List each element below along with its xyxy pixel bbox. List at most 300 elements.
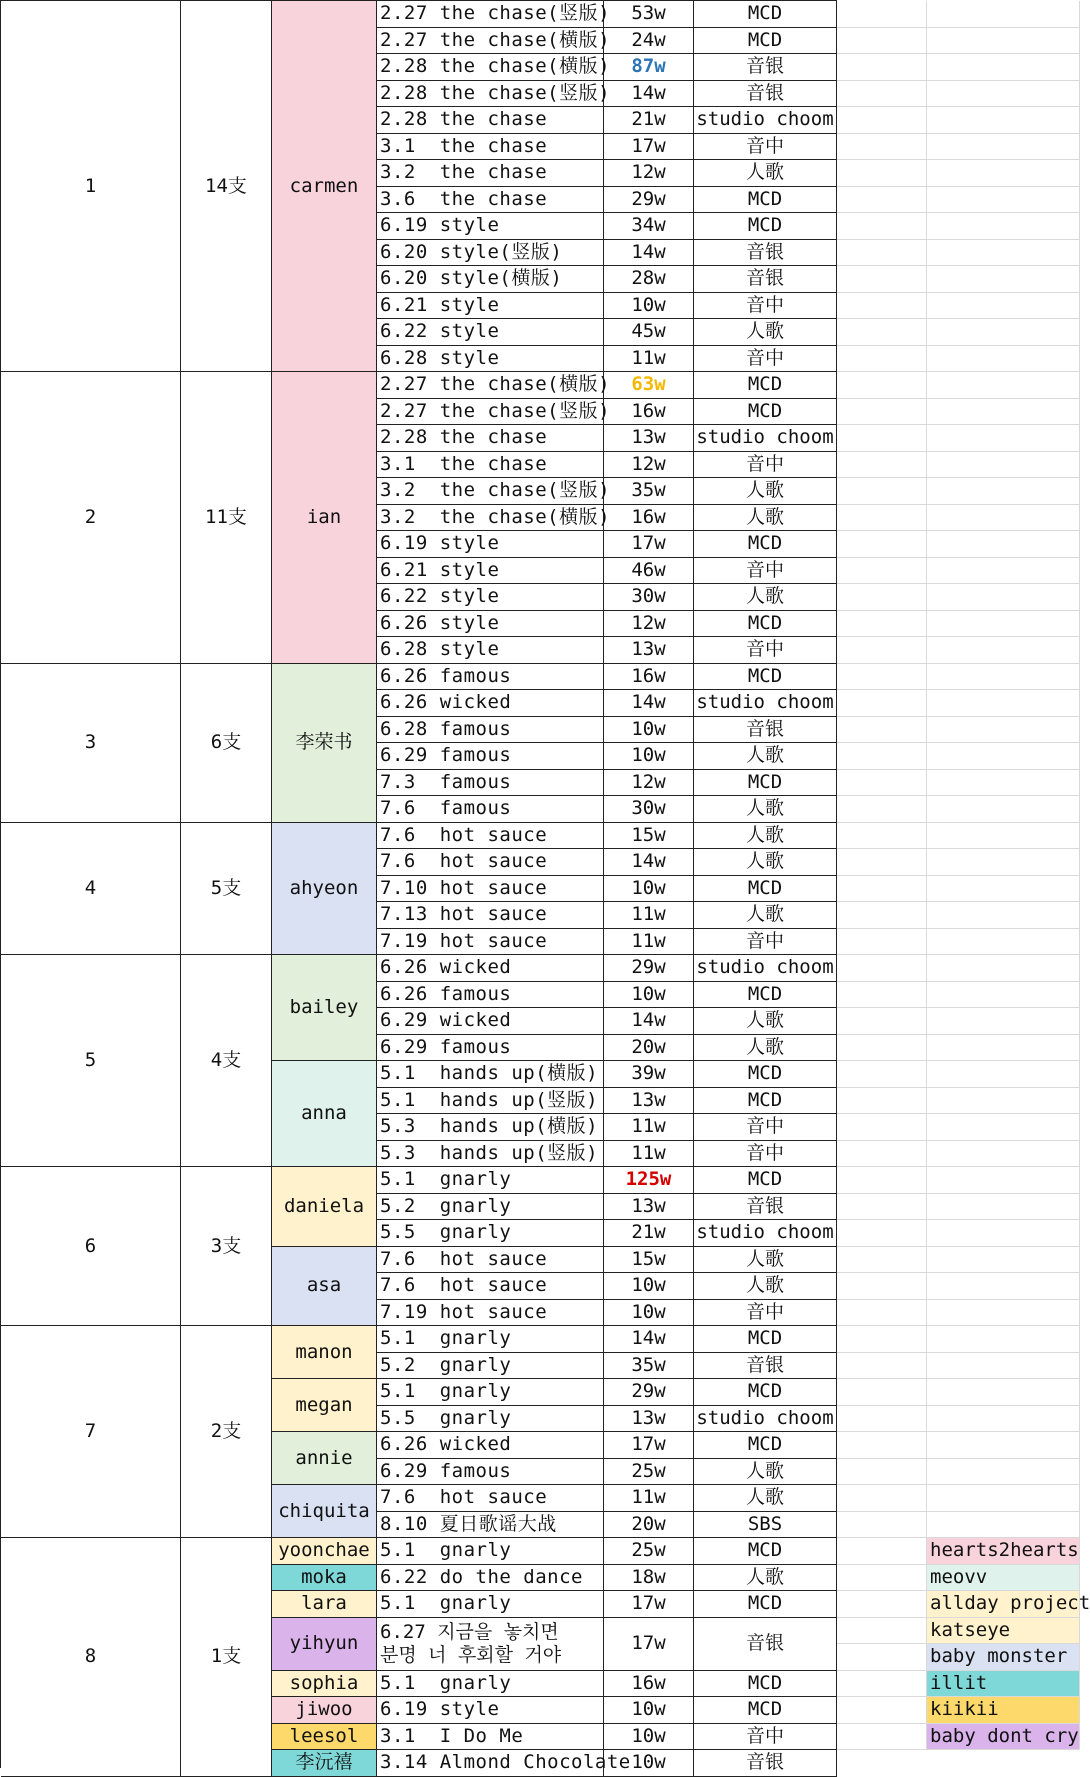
member-name[interactable]: 李沅禧: [272, 1750, 377, 1777]
entry-show[interactable]: studio choom: [694, 955, 837, 982]
empty-cell[interactable]: [837, 240, 927, 267]
empty-cell[interactable]: [927, 1088, 1080, 1115]
member-name[interactable]: anna: [272, 1061, 377, 1167]
count-cell[interactable]: 4支: [181, 955, 272, 1167]
entry-title[interactable]: 6.21 style: [377, 558, 604, 585]
empty-cell[interactable]: [837, 1432, 927, 1459]
entry-title[interactable]: 5.1 gnarly: [377, 1326, 604, 1353]
entry-show[interactable]: 音中: [694, 346, 837, 373]
entry-title[interactable]: 7.3 famous: [377, 770, 604, 797]
empty-cell[interactable]: [927, 558, 1080, 585]
entry-title[interactable]: 7.6 hot sauce: [377, 1273, 604, 1300]
empty-cell[interactable]: [837, 319, 927, 346]
entry-show[interactable]: 音中: [694, 293, 837, 320]
entry-show[interactable]: 音中: [694, 1114, 837, 1141]
entry-views[interactable]: 29w: [604, 955, 694, 982]
empty-cell[interactable]: [837, 452, 927, 479]
entry-show[interactable]: MCD: [694, 372, 837, 399]
entry-show[interactable]: 人歌: [694, 902, 837, 929]
empty-cell[interactable]: [837, 770, 927, 797]
entry-show[interactable]: 人歌: [694, 160, 837, 187]
member-name[interactable]: daniela: [272, 1167, 377, 1247]
entry-views[interactable]: 10w: [604, 1697, 694, 1724]
empty-cell[interactable]: [927, 902, 1080, 929]
entry-title[interactable]: 3.2 the chase(竖版): [377, 478, 604, 505]
member-name[interactable]: leesol: [272, 1724, 377, 1751]
entry-views[interactable]: 11w: [604, 346, 694, 373]
entry-show[interactable]: 人歌: [694, 823, 837, 850]
entry-show[interactable]: 音银: [694, 1194, 837, 1221]
entry-title[interactable]: 6.28 style: [377, 346, 604, 373]
entry-views[interactable]: 30w: [604, 584, 694, 611]
empty-cell[interactable]: [837, 1406, 927, 1433]
empty-cell[interactable]: [927, 1379, 1080, 1406]
entry-views[interactable]: 63w: [604, 372, 694, 399]
empty-cell[interactable]: [837, 1, 927, 28]
entry-title[interactable]: 6.22 style: [377, 319, 604, 346]
entry-title[interactable]: 6.29 famous: [377, 1035, 604, 1062]
entry-views[interactable]: 16w: [604, 505, 694, 532]
empty-cell[interactable]: [927, 425, 1080, 452]
empty-cell[interactable]: [837, 1247, 927, 1274]
empty-cell[interactable]: [837, 1724, 927, 1751]
entry-title[interactable]: 5.1 gnarly: [377, 1671, 604, 1698]
empty-cell[interactable]: [927, 1485, 1080, 1512]
entry-title[interactable]: 6.26 wicked: [377, 955, 604, 982]
entry-views[interactable]: 16w: [604, 664, 694, 691]
member-name[interactable]: 李荣书: [272, 664, 377, 823]
entry-title[interactable]: 5.1 hands up(横版): [377, 1061, 604, 1088]
rank-cell[interactable]: 7: [1, 1326, 181, 1538]
empty-cell[interactable]: [927, 1273, 1080, 1300]
empty-cell[interactable]: [927, 1008, 1080, 1035]
empty-cell[interactable]: [837, 1671, 927, 1698]
member-name[interactable]: chiquita: [272, 1485, 377, 1538]
entry-views[interactable]: 34w: [604, 213, 694, 240]
empty-cell[interactable]: [837, 1220, 927, 1247]
legend-item[interactable]: meovv: [927, 1565, 1080, 1592]
empty-cell[interactable]: [837, 478, 927, 505]
count-cell[interactable]: 1支: [181, 1538, 272, 1777]
entry-views[interactable]: 10w: [604, 293, 694, 320]
entry-show[interactable]: MCD: [694, 1, 837, 28]
empty-cell[interactable]: [927, 955, 1080, 982]
entry-show[interactable]: MCD: [694, 28, 837, 55]
entry-title[interactable]: 7.6 famous: [377, 796, 604, 823]
empty-cell[interactable]: [927, 1353, 1080, 1380]
member-name[interactable]: ahyeon: [272, 823, 377, 956]
entry-show[interactable]: MCD: [694, 770, 837, 797]
empty-cell[interactable]: [837, 1273, 927, 1300]
entry-title[interactable]: 5.3 hands up(横版): [377, 1114, 604, 1141]
entry-views[interactable]: 13w: [604, 637, 694, 664]
entry-show[interactable]: MCD: [694, 531, 837, 558]
empty-cell[interactable]: [837, 1300, 927, 1327]
entry-views[interactable]: 11w: [604, 1141, 694, 1168]
entry-title[interactable]: 5.2 gnarly: [377, 1353, 604, 1380]
legend-item[interactable]: illit: [927, 1671, 1080, 1698]
member-name[interactable]: jiwoo: [272, 1697, 377, 1724]
entry-views[interactable]: 18w: [604, 1565, 694, 1592]
entry-views[interactable]: 87w: [604, 54, 694, 81]
member-name[interactable]: megan: [272, 1379, 377, 1432]
member-name[interactable]: carmen: [272, 1, 377, 372]
entry-show[interactable]: 人歌: [694, 743, 837, 770]
empty-cell[interactable]: [927, 637, 1080, 664]
entry-views[interactable]: 10w: [604, 1724, 694, 1751]
entry-show[interactable]: 人歌: [694, 1273, 837, 1300]
empty-cell[interactable]: [927, 1114, 1080, 1141]
count-cell[interactable]: 5支: [181, 823, 272, 956]
empty-cell[interactable]: [927, 743, 1080, 770]
empty-cell[interactable]: [927, 1432, 1080, 1459]
entry-title[interactable]: 5.2 gnarly: [377, 1194, 604, 1221]
entry-views[interactable]: 12w: [604, 770, 694, 797]
empty-cell[interactable]: [837, 1088, 927, 1115]
entry-views[interactable]: 11w: [604, 929, 694, 956]
entry-show[interactable]: MCD: [694, 876, 837, 903]
entry-title[interactable]: 2.27 the chase(竖版): [377, 1, 604, 28]
entry-views[interactable]: 45w: [604, 319, 694, 346]
count-cell[interactable]: 14支: [181, 1, 272, 372]
empty-cell[interactable]: [837, 1141, 927, 1168]
member-name[interactable]: yoonchae: [272, 1538, 377, 1565]
member-name[interactable]: moka: [272, 1565, 377, 1592]
entry-views[interactable]: 10w: [604, 1300, 694, 1327]
empty-cell[interactable]: [927, 1459, 1080, 1486]
entry-views[interactable]: 17w: [604, 134, 694, 161]
empty-cell[interactable]: [837, 266, 927, 293]
empty-cell[interactable]: [837, 505, 927, 532]
empty-cell[interactable]: [927, 28, 1080, 55]
entry-views[interactable]: 21w: [604, 107, 694, 134]
empty-cell[interactable]: [837, 54, 927, 81]
empty-cell[interactable]: [837, 187, 927, 214]
empty-cell[interactable]: [837, 823, 927, 850]
entry-show[interactable]: MCD: [694, 1671, 837, 1698]
empty-cell[interactable]: [837, 717, 927, 744]
entry-title[interactable]: 7.10 hot sauce: [377, 876, 604, 903]
entry-show[interactable]: MCD: [694, 1538, 837, 1565]
empty-cell[interactable]: [927, 266, 1080, 293]
empty-cell[interactable]: [837, 1459, 927, 1486]
empty-cell[interactable]: [837, 1008, 927, 1035]
entry-show[interactable]: MCD: [694, 213, 837, 240]
entry-views[interactable]: 11w: [604, 1485, 694, 1512]
entry-views[interactable]: 13w: [604, 425, 694, 452]
empty-cell[interactable]: [927, 478, 1080, 505]
empty-cell[interactable]: [927, 1300, 1080, 1327]
entry-title[interactable]: 6.21 style: [377, 293, 604, 320]
entry-title[interactable]: 6.26 style: [377, 611, 604, 638]
empty-cell[interactable]: [837, 1326, 927, 1353]
entry-title[interactable]: 5.1 hands up(竖版): [377, 1088, 604, 1115]
entry-title[interactable]: 3.1 the chase: [377, 452, 604, 479]
legend-item[interactable]: baby dont cry: [927, 1724, 1080, 1751]
empty-cell[interactable]: [837, 1644, 927, 1671]
entry-title[interactable]: 6.26 famous: [377, 664, 604, 691]
entry-views[interactable]: 13w: [604, 1406, 694, 1433]
entry-show[interactable]: 音银: [694, 240, 837, 267]
empty-cell[interactable]: [837, 1591, 927, 1618]
entry-show[interactable]: 音银: [694, 1618, 837, 1671]
empty-cell[interactable]: [927, 796, 1080, 823]
entry-views[interactable]: 24w: [604, 28, 694, 55]
empty-cell[interactable]: [837, 1353, 927, 1380]
entry-views[interactable]: 35w: [604, 478, 694, 505]
entry-title[interactable]: 5.5 gnarly: [377, 1406, 604, 1433]
empty-cell[interactable]: [927, 1406, 1080, 1433]
empty-cell[interactable]: [927, 54, 1080, 81]
entry-show[interactable]: 人歌: [694, 1035, 837, 1062]
entry-title[interactable]: 5.3 hands up(竖版): [377, 1141, 604, 1168]
count-cell[interactable]: 2支: [181, 1326, 272, 1538]
member-name[interactable]: bailey: [272, 955, 377, 1061]
entry-title[interactable]: 5.1 gnarly: [377, 1591, 604, 1618]
entry-views[interactable]: 21w: [604, 1220, 694, 1247]
empty-cell[interactable]: [837, 346, 927, 373]
entry-views[interactable]: 12w: [604, 611, 694, 638]
empty-cell[interactable]: [837, 664, 927, 691]
legend-item[interactable]: kiikii: [927, 1697, 1080, 1724]
entry-title[interactable]: 6.19 style: [377, 1697, 604, 1724]
entry-title[interactable]: 6.29 famous: [377, 1459, 604, 1486]
entry-views[interactable]: 17w: [604, 1591, 694, 1618]
empty-cell[interactable]: [837, 399, 927, 426]
entry-title[interactable]: 2.28 the chase: [377, 425, 604, 452]
entry-show[interactable]: 人歌: [694, 505, 837, 532]
count-cell[interactable]: 3支: [181, 1167, 272, 1326]
empty-cell[interactable]: [837, 372, 927, 399]
entry-title[interactable]: 6.19 style: [377, 531, 604, 558]
entry-title[interactable]: 7.6 hot sauce: [377, 1247, 604, 1274]
entry-title[interactable]: 6.19 style: [377, 213, 604, 240]
entry-views[interactable]: 14w: [604, 849, 694, 876]
entry-title[interactable]: 6.28 style: [377, 637, 604, 664]
count-cell[interactable]: 11支: [181, 372, 272, 664]
entry-title[interactable]: 5.1 gnarly: [377, 1379, 604, 1406]
empty-cell[interactable]: [837, 690, 927, 717]
entry-views[interactable]: 39w: [604, 1061, 694, 1088]
member-name[interactable]: manon: [272, 1326, 377, 1379]
entry-title[interactable]: 6.20 style(横版): [377, 266, 604, 293]
entry-title[interactable]: 3.1 the chase: [377, 134, 604, 161]
entry-views[interactable]: 15w: [604, 823, 694, 850]
empty-cell[interactable]: [927, 584, 1080, 611]
entry-views[interactable]: 20w: [604, 1512, 694, 1539]
entry-show[interactable]: studio choom: [694, 1220, 837, 1247]
entry-title[interactable]: 7.19 hot sauce: [377, 929, 604, 956]
entry-title[interactable]: [377, 1618, 604, 1671]
entry-views[interactable]: 12w: [604, 160, 694, 187]
empty-cell[interactable]: [927, 1167, 1080, 1194]
empty-cell[interactable]: [927, 1141, 1080, 1168]
entry-title[interactable]: 7.6 hot sauce: [377, 823, 604, 850]
legend-item[interactable]: allday project: [927, 1591, 1080, 1618]
empty-cell[interactable]: [927, 1247, 1080, 1274]
entry-title[interactable]: 3.2 the chase(横版): [377, 505, 604, 532]
entry-show[interactable]: 人歌: [694, 1485, 837, 1512]
empty-cell[interactable]: [837, 213, 927, 240]
empty-cell[interactable]: [837, 955, 927, 982]
member-name[interactable]: yihyun: [272, 1618, 377, 1671]
rank-cell[interactable]: 1: [1, 1, 181, 372]
entry-show[interactable]: 音银: [694, 1353, 837, 1380]
entry-views[interactable]: 25w: [604, 1538, 694, 1565]
entry-views[interactable]: 17w: [604, 1618, 694, 1671]
entry-show[interactable]: 音中: [694, 1300, 837, 1327]
empty-cell[interactable]: [837, 1114, 927, 1141]
empty-cell[interactable]: [927, 372, 1080, 399]
empty-cell[interactable]: [837, 876, 927, 903]
entry-show[interactable]: MCD: [694, 611, 837, 638]
entry-title[interactable]: 6.29 wicked: [377, 1008, 604, 1035]
empty-cell[interactable]: [837, 1618, 927, 1645]
empty-cell[interactable]: [837, 107, 927, 134]
entry-title[interactable]: 6.22 style: [377, 584, 604, 611]
member-name[interactable]: annie: [272, 1432, 377, 1485]
member-name[interactable]: ian: [272, 372, 377, 664]
rank-cell[interactable]: 6: [1, 1167, 181, 1326]
entry-show[interactable]: 音中: [694, 1724, 837, 1751]
empty-cell[interactable]: [927, 319, 1080, 346]
empty-cell[interactable]: [927, 849, 1080, 876]
empty-cell[interactable]: [837, 849, 927, 876]
entry-show[interactable]: 人歌: [694, 584, 837, 611]
empty-cell[interactable]: [837, 611, 927, 638]
legend-item[interactable]: hearts2hearts: [927, 1538, 1080, 1565]
entry-title[interactable]: 6.20 style(竖版): [377, 240, 604, 267]
rank-cell[interactable]: 2: [1, 372, 181, 664]
entry-title[interactable]: 2.27 the chase(横版): [377, 28, 604, 55]
entry-show[interactable]: 音银: [694, 717, 837, 744]
entry-views[interactable]: 17w: [604, 531, 694, 558]
empty-cell[interactable]: [927, 823, 1080, 850]
empty-cell[interactable]: [837, 558, 927, 585]
empty-cell[interactable]: [927, 929, 1080, 956]
empty-cell[interactable]: [927, 81, 1080, 108]
empty-cell[interactable]: [927, 664, 1080, 691]
entry-title[interactable]: 6.26 famous: [377, 982, 604, 1009]
empty-cell[interactable]: [927, 1512, 1080, 1539]
entry-show[interactable]: 人歌: [694, 1459, 837, 1486]
entry-show[interactable]: MCD: [694, 1379, 837, 1406]
entry-show[interactable]: 人歌: [694, 478, 837, 505]
entry-title[interactable]: 6.26 wicked: [377, 1432, 604, 1459]
empty-cell[interactable]: [927, 531, 1080, 558]
rank-cell[interactable]: 8: [1, 1538, 181, 1777]
legend-item[interactable]: katseye: [927, 1618, 1080, 1645]
empty-cell[interactable]: [927, 1326, 1080, 1353]
entry-show[interactable]: MCD: [694, 1697, 837, 1724]
entry-views[interactable]: 125w: [604, 1167, 694, 1194]
entry-show[interactable]: 人歌: [694, 1565, 837, 1592]
entry-show[interactable]: 音银: [694, 266, 837, 293]
entry-views[interactable]: 16w: [604, 399, 694, 426]
empty-cell[interactable]: [837, 425, 927, 452]
empty-cell[interactable]: [927, 293, 1080, 320]
entry-title[interactable]: 6.22 do the dance: [377, 1565, 604, 1592]
entry-show[interactable]: studio choom: [694, 107, 837, 134]
entry-show[interactable]: 音中: [694, 452, 837, 479]
entry-show[interactable]: MCD: [694, 664, 837, 691]
empty-cell[interactable]: [927, 213, 1080, 240]
entry-views[interactable]: 14w: [604, 1326, 694, 1353]
empty-cell[interactable]: [927, 690, 1080, 717]
empty-cell[interactable]: [837, 1035, 927, 1062]
entry-title[interactable]: 3.1 I Do Me: [377, 1724, 604, 1751]
entry-title[interactable]: 5.1 gnarly: [377, 1538, 604, 1565]
empty-cell[interactable]: [837, 1194, 927, 1221]
empty-cell[interactable]: [837, 796, 927, 823]
empty-cell[interactable]: [837, 1565, 927, 1592]
entry-show[interactable]: 音中: [694, 558, 837, 585]
entry-views[interactable]: 10w: [604, 982, 694, 1009]
empty-cell[interactable]: [927, 107, 1080, 134]
entry-title[interactable]: 2.28 the chase: [377, 107, 604, 134]
entry-views[interactable]: 10w: [604, 1273, 694, 1300]
entry-show[interactable]: 人歌: [694, 849, 837, 876]
entry-title[interactable]: 7.6 hot sauce: [377, 1485, 604, 1512]
entry-views[interactable]: 15w: [604, 1247, 694, 1274]
entry-title[interactable]: 8.10 夏日歌谣大战: [377, 1512, 604, 1539]
empty-cell[interactable]: [837, 531, 927, 558]
empty-cell[interactable]: [927, 399, 1080, 426]
empty-cell[interactable]: [837, 81, 927, 108]
empty-cell[interactable]: [837, 293, 927, 320]
entry-show[interactable]: 音中: [694, 637, 837, 664]
entry-views[interactable]: 11w: [604, 902, 694, 929]
entry-title[interactable]: 3.6 the chase: [377, 187, 604, 214]
entry-views[interactable]: 14w: [604, 1008, 694, 1035]
empty-cell[interactable]: [927, 770, 1080, 797]
entry-title[interactable]: 7.19 hot sauce: [377, 1300, 604, 1327]
empty-cell[interactable]: [927, 1035, 1080, 1062]
empty-cell[interactable]: [837, 982, 927, 1009]
empty-cell[interactable]: [927, 187, 1080, 214]
empty-cell[interactable]: [927, 134, 1080, 161]
entry-views[interactable]: 28w: [604, 266, 694, 293]
entry-show[interactable]: studio choom: [694, 690, 837, 717]
entry-show[interactable]: 音银: [694, 54, 837, 81]
entry-views[interactable]: 14w: [604, 240, 694, 267]
empty-cell[interactable]: [927, 1220, 1080, 1247]
entry-views[interactable]: 17w: [604, 1432, 694, 1459]
entry-views[interactable]: 13w: [604, 1088, 694, 1115]
entry-title[interactable]: 6.28 famous: [377, 717, 604, 744]
entry-views[interactable]: 35w: [604, 1353, 694, 1380]
entry-title[interactable]: 2.28 the chase(竖版): [377, 81, 604, 108]
empty-cell[interactable]: [837, 1061, 927, 1088]
empty-cell[interactable]: [837, 1379, 927, 1406]
entry-title[interactable]: 7.6 hot sauce: [377, 849, 604, 876]
rank-cell[interactable]: 5: [1, 955, 181, 1167]
entry-views[interactable]: 14w: [604, 690, 694, 717]
empty-cell[interactable]: [837, 1485, 927, 1512]
member-name[interactable]: sophia: [272, 1671, 377, 1698]
empty-cell[interactable]: [927, 505, 1080, 532]
entry-views[interactable]: 12w: [604, 452, 694, 479]
entry-show[interactable]: SBS: [694, 1512, 837, 1539]
entry-show[interactable]: MCD: [694, 1591, 837, 1618]
entry-title[interactable]: 6.26 wicked: [377, 690, 604, 717]
empty-cell[interactable]: [927, 717, 1080, 744]
empty-cell[interactable]: [837, 1167, 927, 1194]
empty-cell[interactable]: [837, 743, 927, 770]
empty-cell[interactable]: [927, 160, 1080, 187]
member-name[interactable]: asa: [272, 1247, 377, 1327]
entry-show[interactable]: studio choom: [694, 425, 837, 452]
